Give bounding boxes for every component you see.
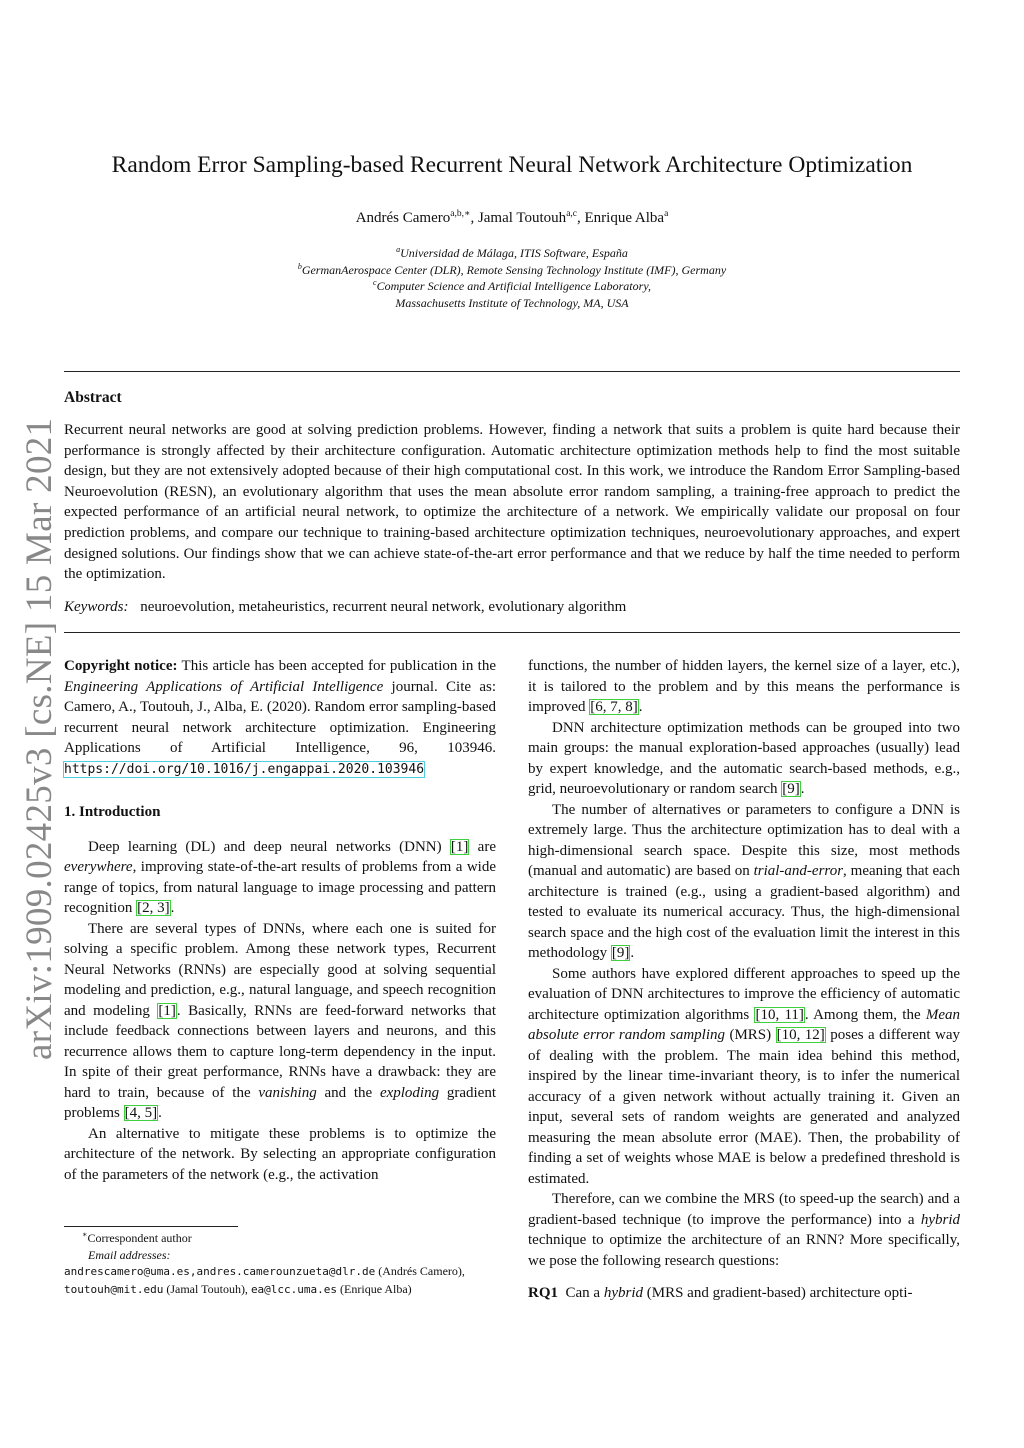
intro-paragraph: An alternative to mitigate these problems is to optimize the architecture of the network. By selecting an appropriate configuration of the parameters of the network (e.g., the activation (64, 1125, 496, 1183)
affiliation: $^a$Universidad de Málaga, ITIS Software, España (396, 245, 628, 260)
affiliation: Massachusetts Institute of Technology, MA, USA (395, 295, 629, 310)
affiliation: $^c$Computer Science and Artificial Intelligence Laboratory, (373, 278, 651, 293)
citation-link[interactable]: [10, 12] (776, 1027, 825, 1043)
paper-title: Random Error Sampling-based Recurrent Neural Network Architecture Optimization (111, 152, 913, 178)
journal-name: Engineering Applications of Artificial Intelligence (64, 678, 384, 695)
citation-link[interactable]: [4, 5] (124, 1105, 158, 1121)
email-link[interactable]: andrescamero@uma.es,andres.camerounzueta@dlr.de (64, 1265, 376, 1278)
section-heading-introduction: 1. Introduction (64, 804, 161, 820)
author-affil-marker: a,c (566, 209, 577, 219)
abstract-top-rule (64, 371, 960, 372)
footnote-correspondent: Correspondent author (87, 1231, 192, 1245)
footnote-rule (64, 1226, 238, 1227)
author-name: Andrés Camero (355, 210, 451, 226)
citation-link[interactable]: [9] (611, 945, 630, 961)
affiliation: $^b$GermanAerospace Center (DLR), Remote Sensing Technology Institute (IMF), Germany (297, 261, 727, 277)
author-affil-marker: a,b,∗ (450, 209, 471, 219)
copyright-label: Copyright notice: (64, 658, 178, 674)
intro-paragraph: There are several types of DNNs, where each one is suited for solving a specific problem. Among these network types, Recurrent Neural Networks (RNNs) are especially good at solving sequential modeling and prediction, e.g., natural language, and speech recognition and modeling [1]. Basically, RNNs are feed-forward networks that include feedback connections between layers and neurons, and this recurrence allows them to capture long-term dependency in the input. In spite of their great performance, RNNs have a drawback: they are hard to train, because of the vanishing and the exploding gradient problems [4, 5]. (64, 920, 496, 1121)
body-paragraph: Some authors have explored different approaches to speed up the evaluation of DNN architectures to improve the efficiency of automatic architecture optimization algorithms [10, 11]. Among them, the Mean absolute error random sampling (MRS) [10, 12] poses a different way of dealing with the problem. The main idea behind this method, inspired by the linear time-invariant theory, is to infer the numerical accuracy of a given network without actually training it. Given an input, several sets of random weights are generated and analyzed measuring the mean absolute error (MAE). Then, the probability of finding a set of weights whose MAE is below a predefined threshold is estimated. (528, 965, 960, 1187)
keywords-text: neuroevolution, metaheuristics, recurrent neural network, evolutionary algorithm (140, 599, 627, 615)
research-question-1: RQ1 Can a hybrid (MRS and gradient-based) architecture opti- (528, 1285, 913, 1301)
footnote: ∗Correspondent author Email addresses: andrescamero@uma.es,andres.camerounzueta@dlr.de (Andrés Camero), toutouh@mit.edu (Jamal Toutouh), ea@lcc.uma.es (Enrique Alba) (64, 1230, 496, 1298)
footnote-emails: andrescamero@uma.es,andres.camerounzueta@dlr.de (Andrés Camero), toutouh@mit.edu (Jamal Toutouh), ea@lcc.uma.es (Enrique Alba) (64, 1264, 465, 1296)
citation-link[interactable]: [2, 3] (137, 900, 170, 916)
body-paragraph: The number of alternatives or parameters to configure a DNN is extremely large. Thus the architecture optimization has to deal with a high-dimensional search space. Despite this size, most methods (manual and automatic) are based on trial-and-error, meaning that each architecture is trained (e.g., using a gradient-based algorithm) and tested to evaluate its numerical accuracy. Thus, the high-dimensional search space and the high cost of the evaluation limit the interest in this methodology [9]. (528, 801, 961, 961)
affiliation-list (0, 245, 1024, 311)
body-paragraph: functions, the number of hidden layers, the kernel size of a layer, etc.), it is tailored to the problem and by this means the performance is improved [6, 7, 8]. (528, 658, 960, 715)
citation-link[interactable]: [6, 7, 8] (590, 699, 638, 715)
intro-paragraph: Deep learning (DL) and deep neural networks (DNN) [1] are everywhere, improving state-of-the-art results of problems from a wide range of topics, from natural language to image processing and pattern recognition [2, 3]. (64, 838, 496, 916)
abstract-heading: Abstract (64, 389, 122, 406)
footnote-email-label: Email addresses: (88, 1247, 171, 1262)
body-paragraph: Therefore, can we combine the MRS (to speed-up the search) and a gradient-based technique (to improve the performance) into a hybrid technique to optimize the architecture of an RNN? More specifically, we pose the following research questions: (528, 1191, 960, 1269)
citation-link[interactable]: [10, 11] (755, 1006, 804, 1023)
keywords (64, 597, 960, 617)
author-affil-marker: a (664, 209, 669, 219)
copyright-notice: Copyright notice: This article has been accepted for publication in the Engineering Applications of Artificial Intelligence journal. Cite as: Camero, A., Toutouh, J., Alba, E. (2020). Random error sampling-based recurrent neural network architecture optimization. Engineering Applications of Artificial Intelligence, 96, 103946. https://doi.org/10.1016/j.engappai.2020.103946 (64, 658, 497, 777)
citation-link[interactable]: [1] (450, 838, 469, 855)
abstract-text: Recurrent neural networks are good at solving prediction problems. However, finding a network that suits a problem is quite hard because their performance is strongly affected by their architecture configuration. Automatic architecture optimization methods help to find the most suitable design, but they are not extensively adopted because of their high computational cost. In this work, we introduce the Random Error Sampling-based Neuroevolution (RESN), an evolutionary algorithm that uses the mean absolute error random sampling, a training-free approach to predict the expected performance of an artificial neural network, to optimize the architecture of a network. We empirically validate our proposal on four prediction problems, and compare our technique to training-based architecture optimization techniques, neuroevolutionary approaches, and expert designed solutions. Our findings show that we can achieve state-of-the-art error performance and that we reduce by half the time needed to perform the optimization. (64, 422, 960, 583)
right-column (528, 656, 960, 1304)
email-link[interactable]: toutouh@mit.edu (64, 1282, 164, 1296)
abstract-bottom-rule (64, 632, 960, 633)
left-column (64, 656, 496, 1185)
author-name: Jamal Toutouh (477, 210, 567, 226)
rq-label: RQ1 (528, 1285, 558, 1301)
author-name: Enrique Alba (584, 210, 665, 226)
body-paragraph: DNN architecture optimization methods can be grouped into two main groups: the manual exploration-based approaches (usually) lead by expert knowledge, and the automatic search-based methods, e.g., grid, neuroevolutionary or random search [9]. (528, 719, 960, 797)
author-list: Andrés Camero$^{a,b,∗}$, Jamal Toutouh$^{a,c}$, Enrique Alba$^a$ (355, 209, 669, 226)
doi-link[interactable]: https://doi.org/10.1016/j.engappai.2020.103946 (64, 761, 425, 777)
citation-link[interactable]: [1] (158, 1002, 176, 1019)
email-link[interactable]: ea@lcc.uma.es (250, 1282, 338, 1296)
arxiv-identifier: arXiv:1909.02425v3 [cs.NE] 15 Mar 2021 (19, 417, 60, 1060)
keywords-label: Keywords: (64, 599, 129, 615)
citation-link[interactable]: [9] (782, 781, 800, 797)
